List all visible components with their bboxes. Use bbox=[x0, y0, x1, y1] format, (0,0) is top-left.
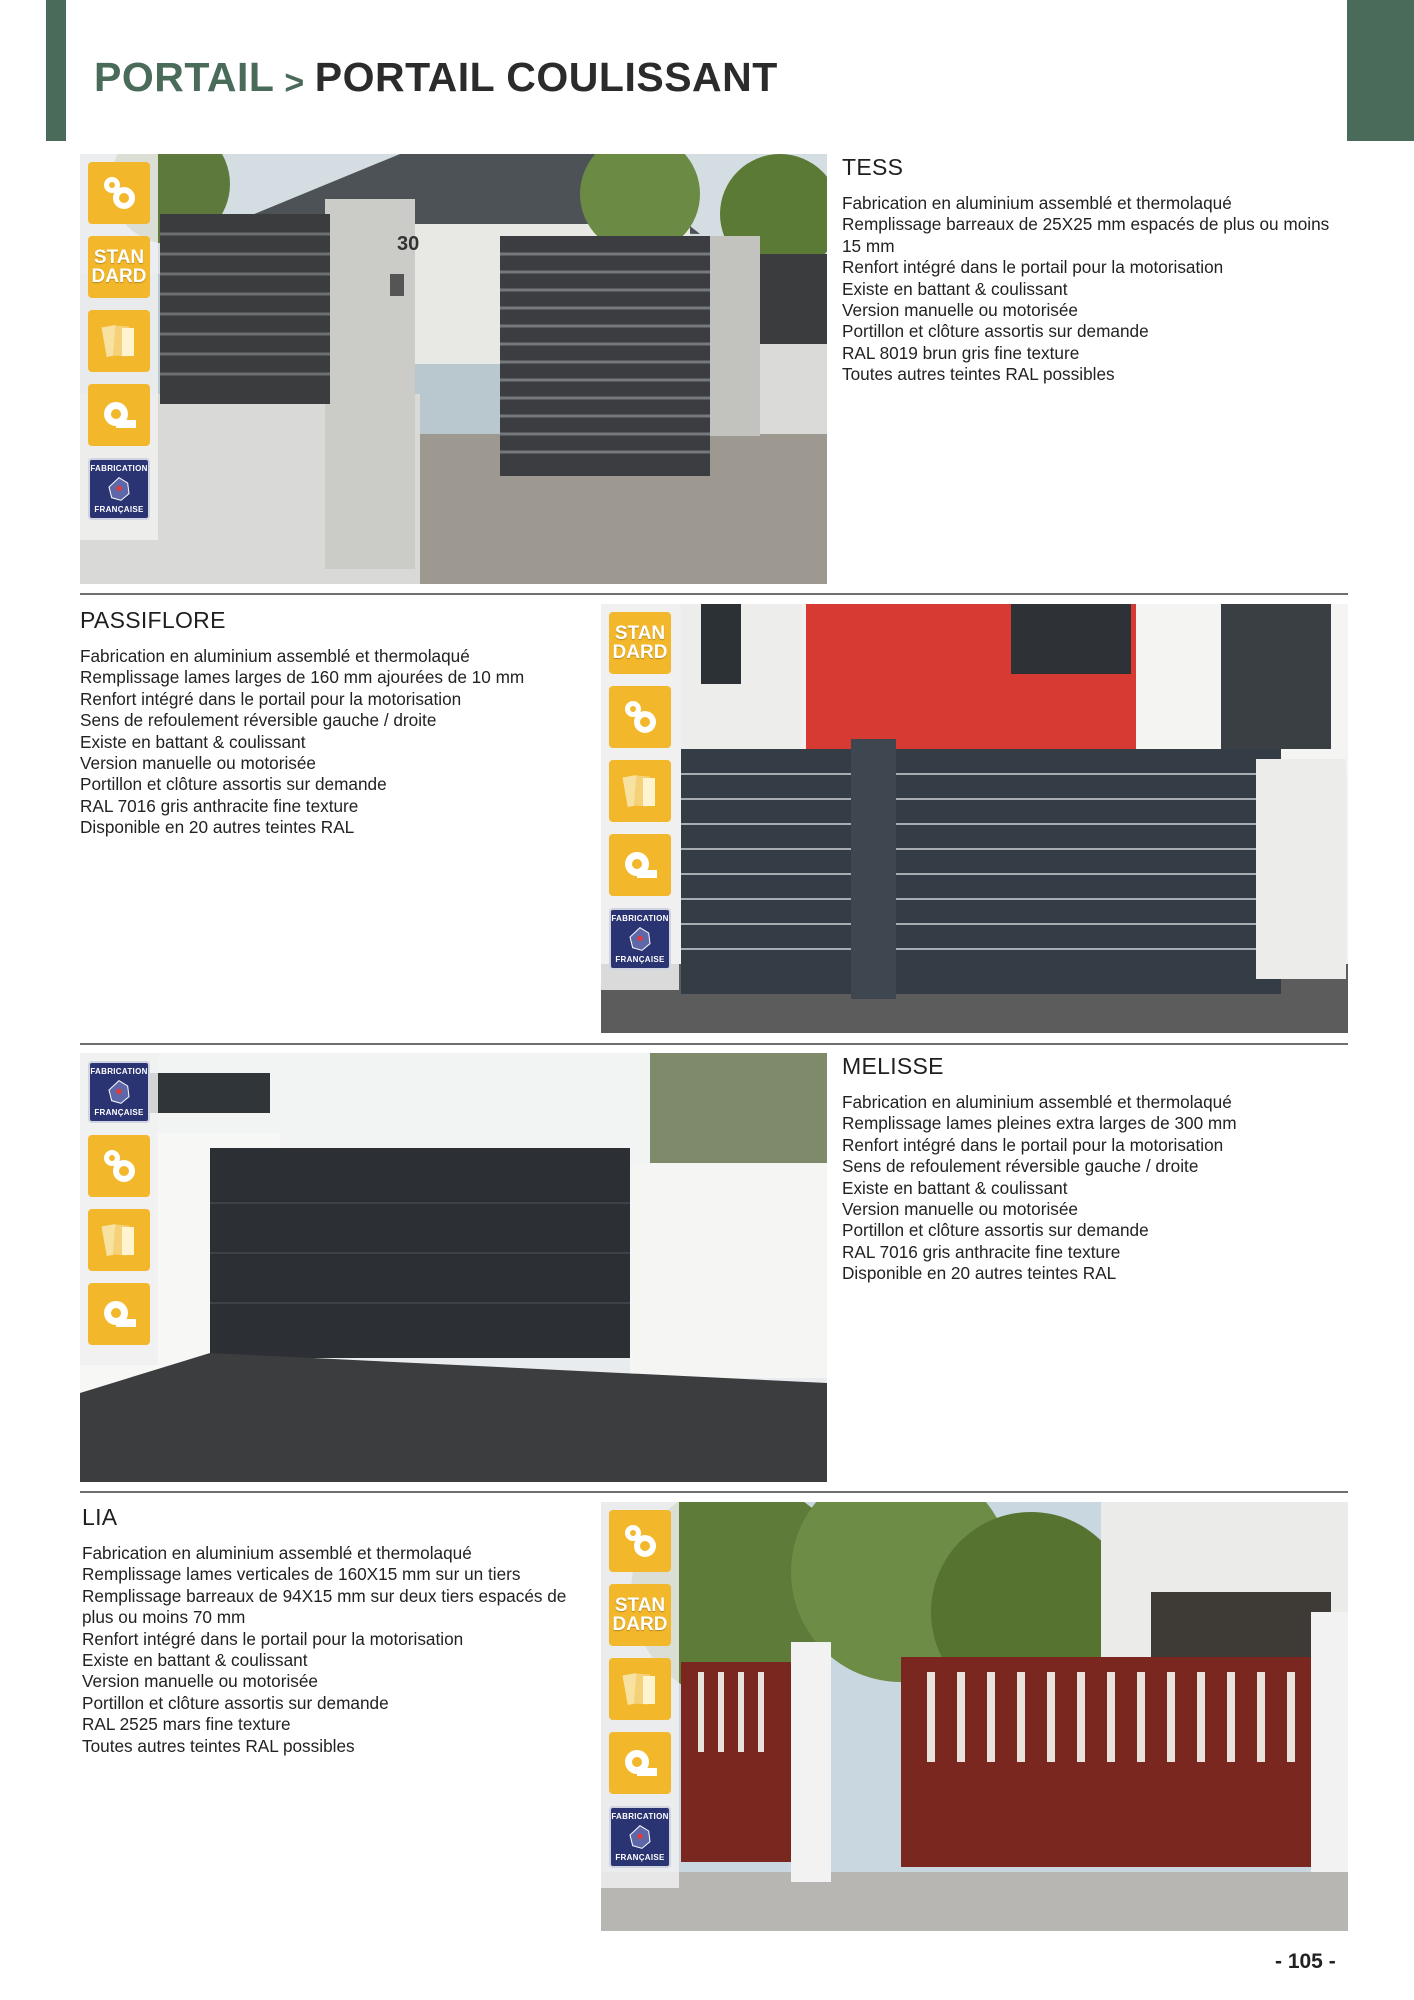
page-title bbox=[94, 54, 778, 101]
list-item: RAL 7016 gris anthracite fine texture bbox=[80, 795, 359, 816]
standard-badge-icon: STAN DARD bbox=[609, 1584, 671, 1646]
product-passiflore bbox=[80, 607, 580, 839]
divider bbox=[80, 1043, 1348, 1045]
breadcrumb-separator: > bbox=[284, 64, 305, 102]
feature-list bbox=[82, 1543, 592, 1757]
color-palette-icon bbox=[88, 310, 150, 372]
color-palette-icon bbox=[88, 1209, 150, 1271]
list-item: Sens de refoulement réversible gauche / droite bbox=[842, 1156, 1199, 1177]
list-item: Version manuelle ou motorisée bbox=[842, 300, 1078, 321]
product-name: MELISSE bbox=[842, 1053, 944, 1079]
list-item: Version manuelle ou motorisée bbox=[80, 753, 316, 774]
list-item: Remplissage barreaux de 25X25 mm espacés de plus ou moins 15 mm bbox=[842, 214, 1330, 256]
fabrication-francaise-icon: FABRICATION FRANÇAISE bbox=[609, 908, 671, 970]
list-item: Fabrication en aluminium assemblé et thermolaqué bbox=[842, 193, 1232, 213]
product-melisse bbox=[842, 1053, 1342, 1285]
tess-icon-column bbox=[80, 154, 158, 540]
title-sub: PORTAIL COULISSANT bbox=[314, 54, 778, 100]
list-item: Fabrication en aluminium assemblé et thermolaqué bbox=[80, 646, 470, 666]
list-item: Remplissage barreaux de 94X15 mm sur deux tiers espacés de plus ou moins 70 mm bbox=[82, 1585, 567, 1628]
color-palette-icon bbox=[609, 760, 671, 822]
list-item: Version manuelle ou motorisée bbox=[82, 1671, 318, 1692]
passiflore-icon-column bbox=[601, 604, 679, 990]
list-item: Sens de refoulement réversible gauche / droite bbox=[80, 710, 437, 731]
passiflore-photo bbox=[601, 604, 1348, 1033]
list-item: RAL 2525 mars fine texture bbox=[82, 1714, 291, 1735]
list-item: RAL 7016 gris anthracite fine texture bbox=[842, 1241, 1121, 1262]
list-item: Toutes autres teintes RAL possibles bbox=[82, 1735, 355, 1756]
list-item: Toutes autres teintes RAL possibles bbox=[842, 364, 1115, 385]
list-item: Existe en battant & coulissant bbox=[82, 1650, 308, 1671]
fabrication-francaise-icon: FABRICATION FRANÇAISE bbox=[88, 1061, 150, 1123]
fabrication-francaise-icon: FABRICATION FRANÇAISE bbox=[88, 458, 150, 520]
product-name: TESS bbox=[842, 154, 904, 180]
list-item: Renfort intégré dans le portail pour la motorisation bbox=[842, 1134, 1224, 1155]
feature-list bbox=[80, 646, 580, 839]
list-item: Portillon et clôture assortis sur demande bbox=[80, 774, 387, 795]
list-item: RAL 8019 brun gris fine texture bbox=[842, 342, 1080, 363]
product-tess bbox=[842, 154, 1342, 386]
house-number: 30 bbox=[397, 233, 420, 255]
feature-list bbox=[842, 1092, 1342, 1285]
measuring-tape-icon bbox=[88, 1283, 150, 1345]
installation-gears-icon bbox=[88, 1135, 150, 1197]
color-palette-icon bbox=[609, 1658, 671, 1720]
list-item: Remplissage lames pleines extra larges de 300 mm bbox=[842, 1113, 1237, 1134]
installation-gears-icon bbox=[609, 686, 671, 748]
header-accent-right bbox=[1347, 0, 1414, 141]
installation-gears-icon bbox=[88, 162, 150, 224]
divider bbox=[80, 1491, 1348, 1493]
list-item: Renfort intégré dans le portail pour la motorisation bbox=[842, 257, 1224, 278]
product-lia bbox=[82, 1504, 592, 1757]
lia-icon-column bbox=[601, 1502, 679, 1888]
measuring-tape-icon bbox=[609, 834, 671, 896]
measuring-tape-icon bbox=[609, 1732, 671, 1794]
list-item: Portillon et clôture assortis sur demande bbox=[82, 1692, 389, 1713]
list-item: Existe en battant & coulissant bbox=[80, 731, 306, 752]
standard-badge-icon: STAN DARD bbox=[88, 236, 150, 298]
list-item: Remplissage lames larges de 160 mm ajourées de 10 mm bbox=[80, 667, 525, 688]
melisse-icon-column bbox=[80, 1053, 158, 1365]
header-accent-left bbox=[46, 0, 66, 141]
melisse-photo bbox=[80, 1053, 827, 1482]
product-name: LIA bbox=[82, 1504, 118, 1530]
list-item: Existe en battant & coulissant bbox=[842, 278, 1068, 299]
list-item: Portillon et clôture assortis sur demande bbox=[842, 1220, 1149, 1241]
measuring-tape-icon bbox=[88, 384, 150, 446]
list-item: Disponible en 20 autres teintes RAL bbox=[842, 1263, 1117, 1284]
tess-photo bbox=[80, 154, 827, 584]
list-item: Existe en battant & coulissant bbox=[842, 1177, 1068, 1198]
list-item: Version manuelle ou motorisée bbox=[842, 1199, 1078, 1220]
lia-photo bbox=[601, 1502, 1348, 1931]
feature-list bbox=[842, 193, 1342, 386]
list-item: Fabrication en aluminium assemblé et thermolaqué bbox=[842, 1092, 1232, 1112]
list-item: Renfort intégré dans le portail pour la motorisation bbox=[80, 688, 462, 709]
page-number: - 105 - bbox=[1275, 1950, 1336, 1973]
list-item: Remplissage lames verticales de 160X15 mm sur un tiers bbox=[82, 1564, 521, 1585]
standard-badge-icon: STAN DARD bbox=[609, 612, 671, 674]
title-main: PORTAIL bbox=[94, 54, 275, 100]
product-name: PASSIFLORE bbox=[80, 607, 226, 633]
list-item: Disponible en 20 autres teintes RAL bbox=[80, 817, 355, 838]
divider bbox=[80, 593, 1348, 595]
fabrication-francaise-icon: FABRICATION FRANÇAISE bbox=[609, 1806, 671, 1868]
list-item: Fabrication en aluminium assemblé et thermolaqué bbox=[82, 1543, 472, 1563]
list-item: Portillon et clôture assortis sur demande bbox=[842, 321, 1149, 342]
list-item: Renfort intégré dans le portail pour la motorisation bbox=[82, 1628, 464, 1649]
installation-gears-icon bbox=[609, 1510, 671, 1572]
